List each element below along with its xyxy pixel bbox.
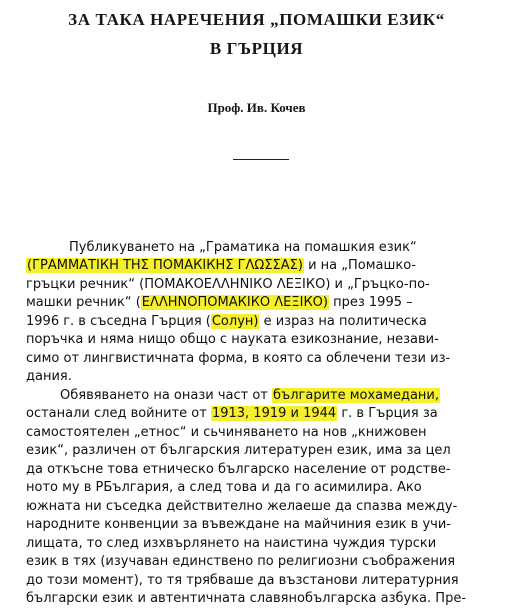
- text-line: [26, 497, 457, 517]
- text-span: Публикуването на „Граматика на помашкия език“: [69, 240, 417, 255]
- text-line: [26, 367, 72, 387]
- text-line: [26, 330, 439, 350]
- text-line: [26, 404, 438, 424]
- text-span: поръчка и няма нищо общо с науката езикознание, незави-: [26, 332, 439, 348]
- highlighted-text: (ГРАММАТІКН ТНΣ ПОМАКІКНΣ ГΛΩΣΣАΣ): [27, 258, 303, 274]
- text-span: през 1995 –: [328, 295, 413, 311]
- text-line: [26, 515, 451, 535]
- text-line: [26, 349, 450, 369]
- text-span: български език и автентичната славянобългарска азбука. Пре-: [26, 591, 467, 606]
- text-span: останали след войните от: [26, 406, 211, 422]
- author-name: Проф. Ив. Кочев: [207, 100, 306, 115]
- text-line: [26, 312, 427, 332]
- text-line: [60, 386, 440, 406]
- text-line: [26, 256, 416, 276]
- text-span: дания.: [26, 369, 72, 385]
- text-span: да откъсне това етническо българско население от родстве-: [26, 461, 451, 477]
- text-line: [26, 589, 466, 609]
- text-span: симо от лингвистичната форма, в която са облечени тези из-: [26, 350, 451, 366]
- text-line: [26, 423, 426, 443]
- text-span: Обявяването на онази част от: [60, 387, 273, 403]
- title-line-1: ЗА ТАКА НАРЕЧЕНИЯ „ПОМАШКИ ЕЗИК“: [68, 10, 445, 29]
- text-span: лищата, то след изхвърлянето на наистина чуждия турски: [26, 535, 437, 551]
- text-line: [69, 238, 417, 258]
- text-span: до този момент), то тя трябваше да възстанови литературния: [26, 572, 459, 588]
- highlighted-text: Солун): [211, 313, 259, 329]
- separator-rule: [233, 159, 289, 160]
- highlighted-text: българите мохамедани,: [273, 387, 439, 403]
- text-line: [26, 293, 413, 313]
- text-line: [26, 571, 459, 591]
- text-span: самостоятелен „етнос“ и сьчиняването на нов „книжовен: [26, 424, 427, 440]
- text-span: гръцки речник“ (ПОМАКОЕΛΛНNІКО ΛЕΞІКО) и „Гръцко-по-: [26, 276, 430, 292]
- text-span: 1996 г. в съседна Гърция (: [26, 313, 211, 329]
- text-line: [26, 552, 455, 572]
- text-span: г. в Гърция за: [337, 406, 438, 422]
- text-line: [26, 460, 451, 480]
- text-span: език в тях (изучаван единствено по религиозни съображения: [26, 554, 456, 570]
- highlighted-text: ЕΛΛНNОПОМАКІКО ΛЕΞІКО): [141, 295, 328, 311]
- text-span: е израз на политическа: [259, 313, 427, 329]
- text-line: [26, 478, 422, 498]
- text-span: машки речник“ (: [26, 295, 141, 311]
- text-span: и на „Помашко-: [303, 258, 416, 274]
- text-line: [26, 534, 436, 554]
- text-span: южната ни съседка действително желаеше да спазва между-: [26, 498, 458, 514]
- title-line-2: В ГЪРЦИЯ: [209, 39, 304, 58]
- text-span: народните конвенции за въвеждане на майчиния език в учи-: [26, 517, 451, 533]
- text-span: език“, различен от българския литературен език, има за цел: [26, 443, 451, 459]
- text-line: [26, 275, 430, 295]
- highlighted-text: 1913, 1919 и 1944: [211, 406, 337, 422]
- text-span: ното му в РБългария, а след това и да го асимилира. Ако: [26, 480, 422, 496]
- text-line: [26, 441, 451, 461]
